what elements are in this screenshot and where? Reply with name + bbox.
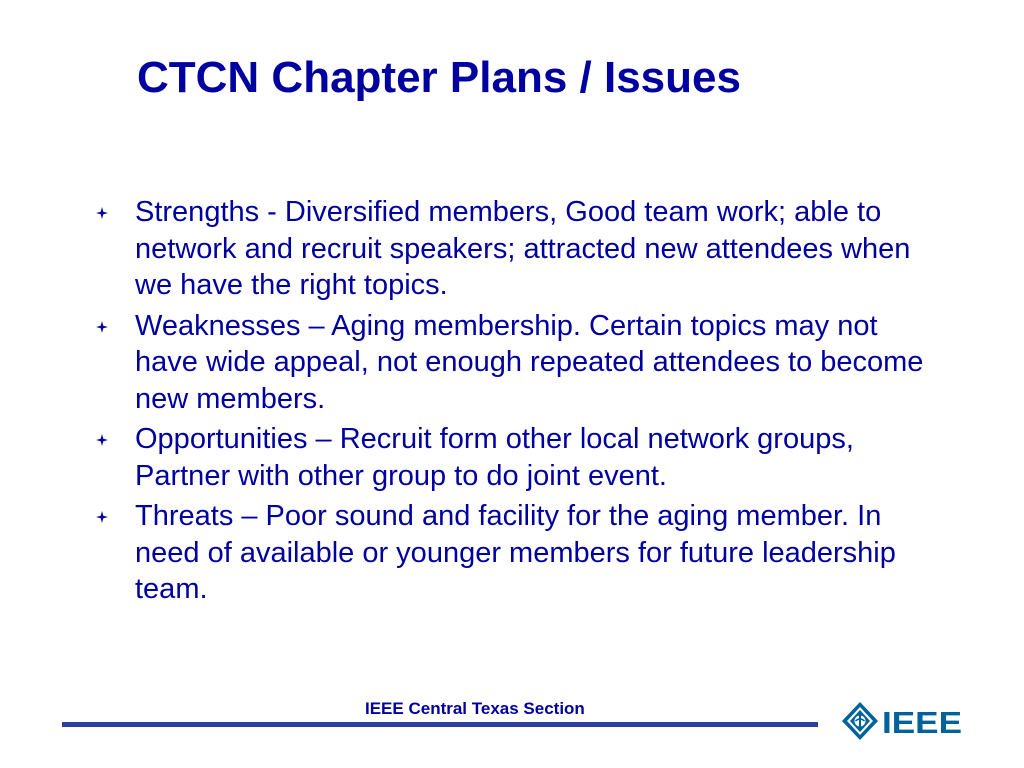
- ieee-logo-icon: [840, 700, 964, 742]
- footer-divider: [62, 722, 818, 727]
- bullet-list: [96, 194, 926, 612]
- diamond-bullet-icon: [96, 321, 108, 333]
- bullet-text: Threats – Poor sound and facility for the aging member. In need of available or younger members for future leadership team.: [135, 500, 896, 605]
- bullet-item: [96, 194, 926, 304]
- diamond-bullet-icon: [96, 434, 108, 446]
- bullet-text: Weaknesses – Aging membership. Certain topics may not have wide appeal, not enough repeated attendees to become new members.: [135, 309, 924, 415]
- slide-title: CTCN Chapter Plans / Issues: [137, 53, 741, 102]
- bullet-item: [96, 421, 926, 494]
- diamond-bullet-icon: [96, 207, 108, 219]
- footer-text: IEEE Central Texas Section: [365, 699, 585, 718]
- ieee-logo-text: IEEE: [882, 705, 962, 740]
- bullet-text: Opportunities – Recruit form other local network groups, Partner with other group to do joint event.: [135, 423, 854, 492]
- bullet-item: [96, 308, 926, 418]
- diamond-bullet-icon: [96, 511, 108, 523]
- bullet-item: [96, 498, 926, 608]
- bullet-text: Strengths - Diversified members, Good team work; able to network and recruit speakers; attracted new attendees when we have the right topics.: [135, 196, 911, 301]
